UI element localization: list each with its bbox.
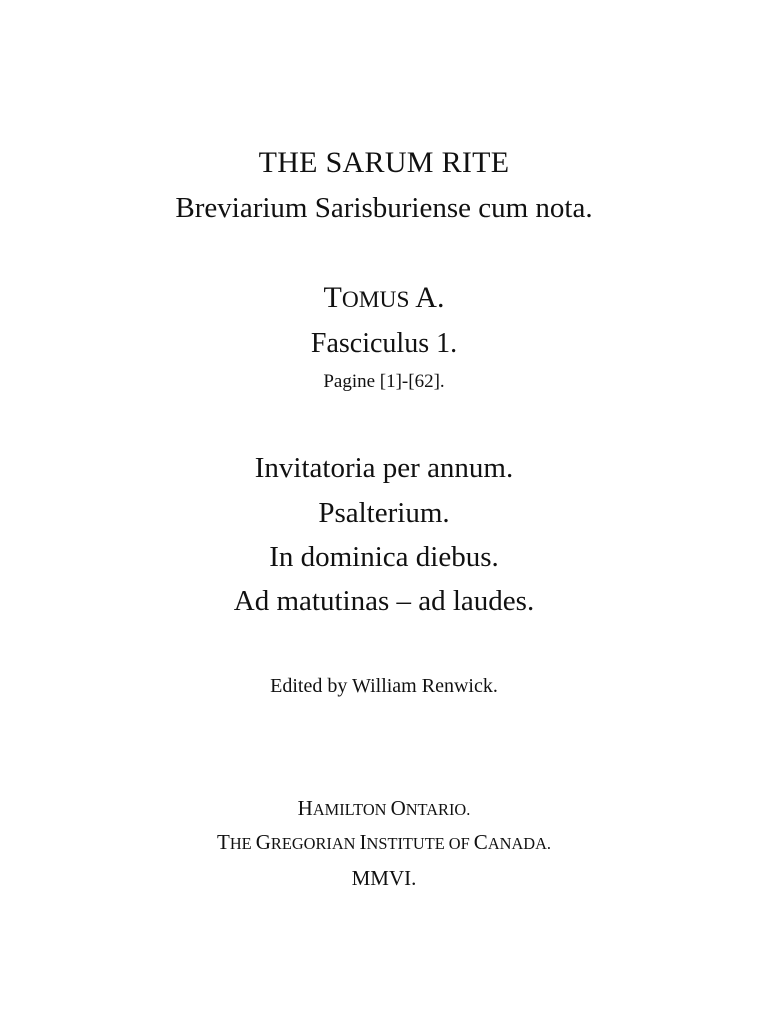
- sc-small: AMILTON: [312, 800, 391, 819]
- sc-big: C: [473, 830, 488, 854]
- sc-big: H: [297, 796, 313, 820]
- tomus-rest: OMUS: [341, 287, 410, 313]
- contents-line: Psalterium.: [318, 497, 450, 529]
- publisher-place: [0, 798, 768, 819]
- publisher-institute: [0, 832, 768, 853]
- book-subtitle: Breviarium Sarisburiense cum nota.: [175, 192, 593, 224]
- tomus-letter: A.: [409, 281, 445, 314]
- contents-line: Invitatoria per annum.: [254, 452, 514, 484]
- sc-big: G: [255, 830, 271, 854]
- contents-line: In dominica diebus.: [269, 541, 499, 573]
- sc-small: NSTITUTE OF: [366, 834, 474, 853]
- sc-small: NTARIO.: [405, 800, 471, 819]
- editor-credit: Edited by William Renwick.: [270, 675, 498, 697]
- sc-big: T: [217, 830, 230, 854]
- sc-big: I: [359, 830, 367, 854]
- tomus-initial: T: [323, 281, 342, 314]
- book-title: THE SARUM RITE: [258, 146, 510, 179]
- contents-line: Ad matutinas – ad laudes.: [233, 585, 535, 617]
- fasciculus: Fasciculus 1.: [310, 328, 458, 359]
- page-range: Pagine [1]-[62].: [323, 371, 445, 392]
- publication-year: MMVI.: [351, 866, 417, 890]
- sc-small: HE: [229, 834, 256, 853]
- sc-small: REGORIAN: [270, 834, 360, 853]
- sc-big: O: [390, 796, 406, 820]
- tomus-heading: [0, 283, 768, 313]
- sc-small: ANADA.: [487, 834, 551, 853]
